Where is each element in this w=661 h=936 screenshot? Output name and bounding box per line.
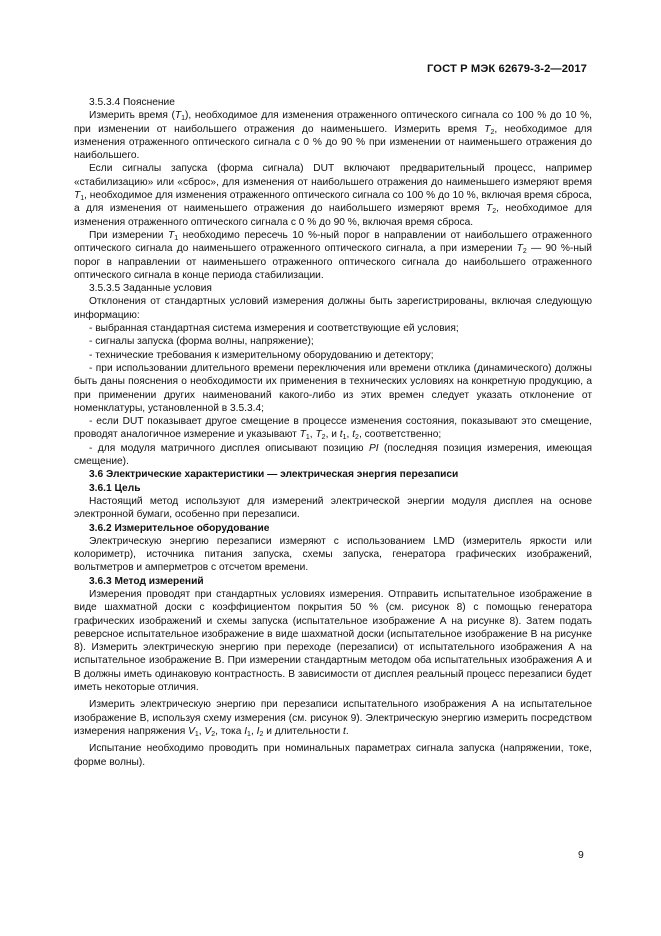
body-paragraph: - для модуля матричного дисплея описывают позицию PI (последняя позиция измерения, имеющая смещение). (74, 442, 592, 468)
body-paragraph: Если сигналы запуска (форма сигнала) DUT включают предварительный процесс, например «стабилизацию» или «сброс», для изменения от наибольшего отражения до наименьшего измеряют время $T_1$, необходимое для изменения отраженного оптического сигнала со 100 % до 10 %, включая время сброса, а для изменения от наименьшего отражения до наибольшего измеряют время $T_2$, необходимое для изменения отраженного оптического сигнала с 0 % до 90 %, включая время сброса. (74, 163, 592, 228)
section-heading: 3.6.2 Измерительное оборудование (89, 522, 270, 534)
body-paragraph: - если DUT показывает другое смещение в процессе изменения состояния, показывают это смещение, проводят аналогичное измерение и указывают $T_1$, $T_2$, и $t_1$, $t_2$, соответственно; (74, 416, 592, 442)
body-paragraph: - технические требования к измерительному оборудованию и детектору; (89, 349, 434, 361)
subsection-heading: 3.5.3.4 Пояснение (89, 97, 175, 108)
page-number: 9 (578, 850, 584, 861)
body-paragraph: - сигналы запуска (форма волны, напряжение); (89, 336, 314, 348)
body-paragraph: Настоящий метод используют для измерений электрической энергии модуля дисплея на основе электронной бумаги, особенно при перезаписи. (74, 495, 592, 521)
body-paragraph: Измерить время $(T_1)$, необходимое для изменения отраженного оптического сигнала со 100 % до 10 %, при изменении от наибольшего отражения до наименьшего. Измерить время $T_2$, необходимое для изменения отраженного оптического сигнала с 0 % до 90 % при изменении от наименьшего отражения до наибольшего. (74, 110, 593, 162)
document-body (74, 96, 592, 769)
body-paragraph: Электрическую энергию перезаписи измеряют с использованием LMD (измеритель яркости или колориметр), источника питания запуска, схемы запуска, генератора графических изображений, вольтметров и амперметров с отсчетом времени. (74, 535, 592, 574)
body-paragraph: При измерении $T_1$ необходимо пересечь 10 %-ный порог в направлении от наибольшего отраженного оптического сигнала до наименьшего отраженного оптического сигнала, а при измерении $T_2$ — 90 %-ный порог в направлении от наименьшего отраженного оптического сигнала до наибольшего отраженного оптического сигнала в конце периода стабилизации. (74, 229, 592, 281)
subsection-heading: 3.5.3.5 Заданные условия (89, 283, 212, 295)
page-header: ГОСТ Р МЭК 62679-3-2—2017 (426, 63, 587, 75)
body-paragraph: Испытание необходимо проводить при номинальных параметрах сигнала запуска (напряжении, токе, форме волны). (74, 743, 592, 768)
body-paragraph: Измерить электрическую энергию при перезаписи испытательного изображения А на испытательное изображение В, используя схему измерения (см. рисунок 9). Электрическую энергию измерить посредством измерения напряжения $V_1$, $V_2$, тока $I_1$, $I_2$ и длительности t. (74, 699, 592, 738)
body-paragraph: - выбранная стандартная система измерения и соответствующие ей условия; (89, 323, 459, 335)
section-heading: 3.6.3 Метод измерений (89, 575, 204, 587)
section-heading: 3.6 Электрические характеристики — электрическая энергия перезаписи (89, 469, 459, 481)
body-paragraph: Отклонения от стандартных условий измерения должны быть зарегистрированы, включая следующую информацию: (74, 296, 592, 321)
body-paragraph: - при использовании длительного времени переключения или времени отклика (динамического) должны быть даны пояснения о необходимости их применения в технических условиях на конкретную продукцию, а при применении других наименований какого-либо из этих времен следует указать отклонение от номенклатуры, установленной в 3.5.3.4; (74, 362, 592, 414)
section-heading: 3.6.1 Цель (89, 482, 141, 494)
body-paragraph: Измерения проводят при стандартных условиях измерения. Отправить испытательное изображение в виде шахматной доски с коэффициентом покрытия 50 % (см. рисунок 8) с помощью генератора графических изображений и схемы запуска (испытательное изображение А на рисунке 8). Затем подать реверсное испытательное изображение в виде шахматной доски (испытательное изображение В на рисунке 8). Измерить электрическую энергию при переходе (перезаписи) от испытательного изображения А на испытательное изображение В. При измерении стандартным методом оба испытательных изображения А и В должны иметь одинаковую контрастность. В зависимости от дисплея реальный процесс перезаписи будет иметь некоторые отличия. (74, 588, 592, 694)
